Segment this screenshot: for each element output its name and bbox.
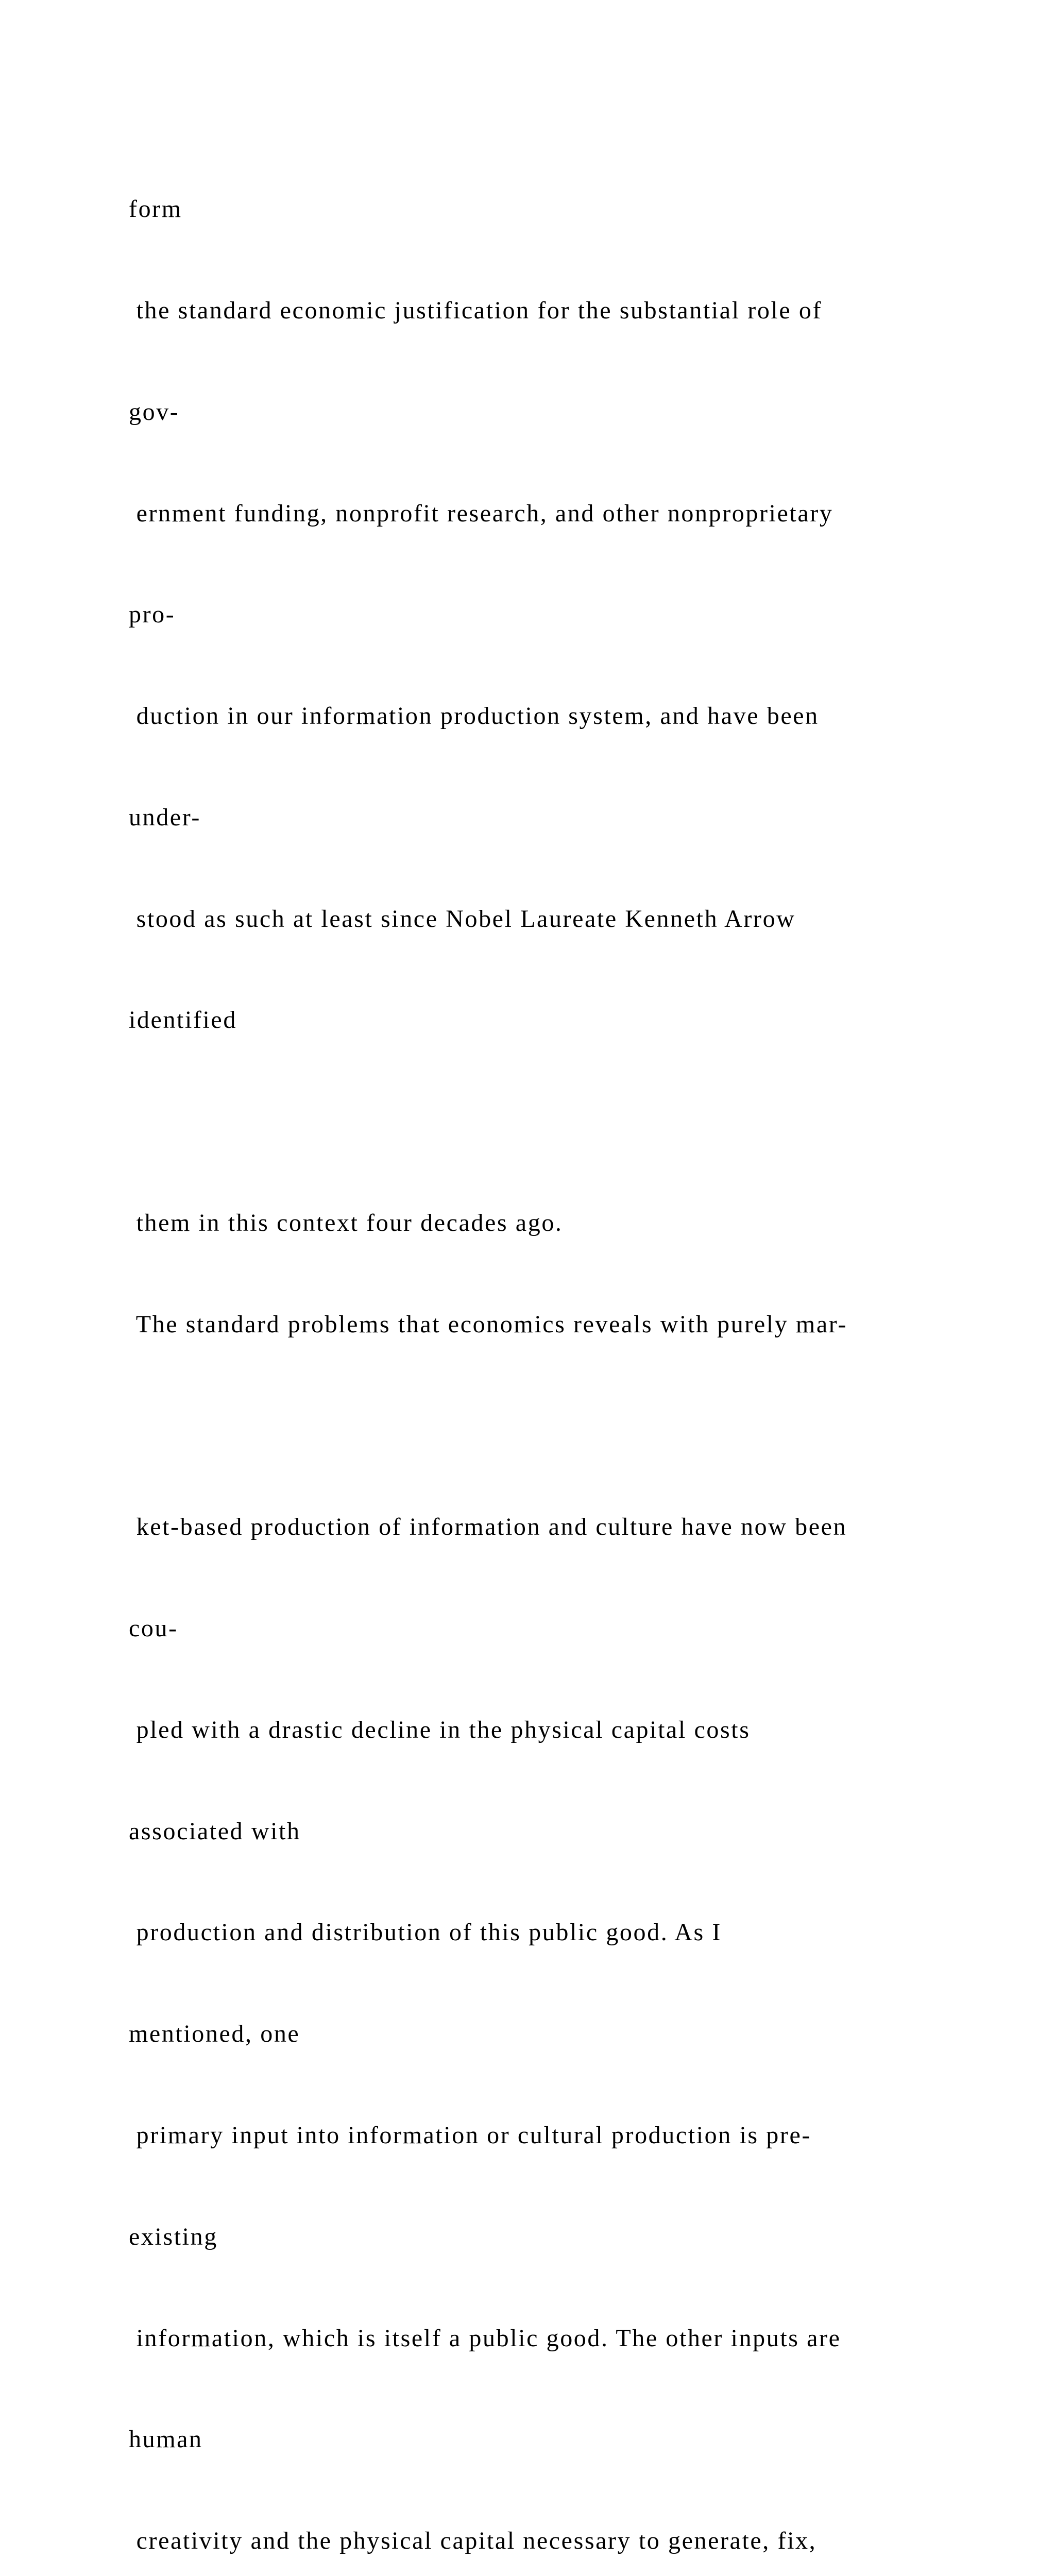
- blank-line: [129, 1105, 1005, 1139]
- blank-line: [129, 1409, 1005, 1443]
- text-line: identified: [129, 1006, 237, 1034]
- text-line: information, which is itself a public good. The other inputs are: [129, 2324, 841, 2352]
- text-line: duction in our information production system, and have been: [129, 702, 819, 730]
- text-line: production and distribution of this public good. As I: [129, 1919, 722, 1946]
- body-text: [129, 125, 1005, 2576]
- text-line: ernment funding, nonprofit research, and other nonproprietary: [129, 499, 833, 527]
- text-line: form: [129, 195, 182, 223]
- text-line: creativity and the physical capital necessary to generate, fix,: [129, 2527, 817, 2555]
- text-line: existing: [129, 2223, 218, 2250]
- text-line: gov-: [129, 398, 180, 426]
- text-line: human: [129, 2426, 203, 2453]
- text-line: pled with a drastic decline in the physical capital costs: [129, 1716, 751, 1743]
- text-line: stood as such at least since Nobel Laureate Kenneth Arrow: [129, 905, 796, 933]
- text-line: associated with: [129, 1817, 301, 1845]
- text-line: pro-: [129, 601, 176, 629]
- text-line: mentioned, one: [129, 2020, 300, 2048]
- text-line: primary input into information or cultural production is pre-: [129, 2122, 811, 2149]
- text-line: ket-based production of information and culture have now been: [129, 1513, 847, 1541]
- text-line: under-: [129, 803, 201, 831]
- text-line: them in this context four decades ago.: [129, 1209, 563, 1236]
- text-line: cou-: [129, 1615, 178, 1642]
- text-line: the standard economic justification for the substantial role of: [129, 296, 823, 324]
- text-line: The standard problems that economics reveals with purely mar-: [129, 1310, 847, 1338]
